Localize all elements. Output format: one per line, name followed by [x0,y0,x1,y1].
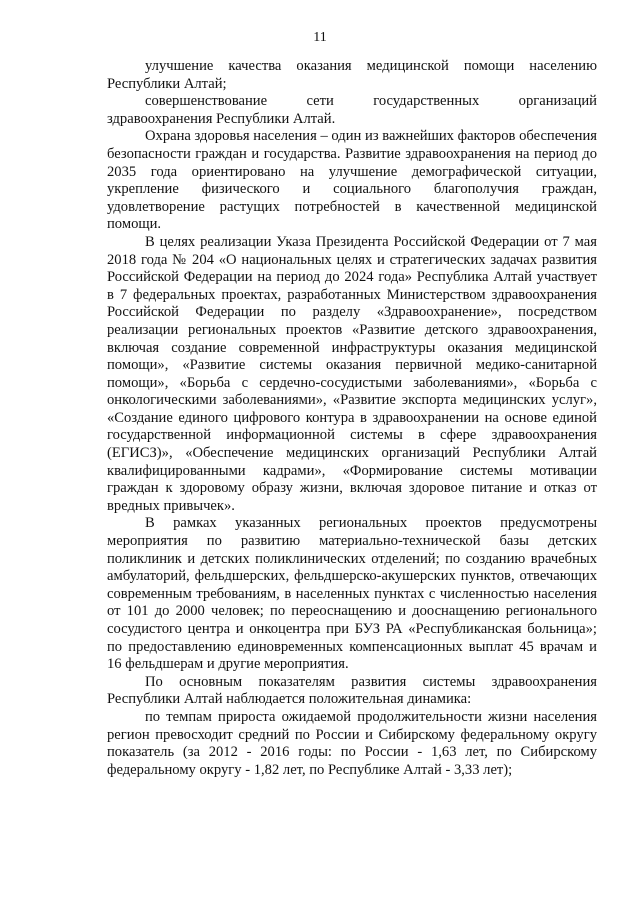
paragraph: улучшение качества оказания медицинской помощи населению Республики Алтай; [107,58,597,92]
paragraph: совершенствование сети государственных организаций здравоохранения Республики Алтай. [107,93,597,127]
paragraph: В рамках указанных региональных проектов предусмотрены мероприятия по развитию материально-технической базы детских поликлиник и детских поликлинических отделений; по созданию врачебных амбулаторий, фельдшерских, фельдшерско-акушерских пунктов, отвечающих современным требованиям, в населенных пунктах с численностью населения от 101 до 2000 человек; по переоснащению и дооснащению регионального сосудистого центра и онкоцентра при БУЗ РА «Республиканская больница»; по предоставлению единовременных компенсационных выплат 45 врачам и 16 фельдшерам и другие мероприятия. [107,515,597,673]
paragraph: В целях реализации Указа Президента Российской Федерации от 7 мая 2018 года № 204 «О национальных целях и стратегических задачах развития Российской Федерации на период до 2024 года» Республика Алтай участвует в 7 федеральных проектах, разработанных Министерством здравоохранения Российской Федерации по разделу «Здравоохранение», посредством реализации региональных проектов «Развитие детского здравоохранения, включая создание современной инфраструктуры оказания медицинской помощи», «Развитие системы оказания первичной медико-санитарной помощи», «Борьба с сердечно-сосудистыми заболеваниями», «Борьба с онкологическими заболеваниями», «Развитие экспорта медицинских услуг», «Создание единого цифрового контура в здравоохранении на основе единой государственной информационной системы в сфере здравоохранения (ЕГИСЗ)», «Обеспечение медицинских организаций Республики Алтай квалифицированными кадрами», «Формирование системы мотивации граждан к здоровому образу жизни, включая здоровое питание и отказ от вредных привычек». [107,233,597,514]
paragraph: По основным показателям развития системы здравоохранения Республики Алтай наблюдается положительная динамика: [107,673,597,708]
body-text [107,58,597,779]
paragraph: по темпам прироста ожидаемой продолжительности жизни населения регион превосходит средний по России и Сибирскому федеральному округу показатель (за 2012 - 2016 годы: по России - 1,63 лет, по Сибирскому федеральному округу - 1,82 лет, по Республике Алтай - 3,33 лет); [107,708,597,778]
page-number: 11 [313,30,327,45]
paragraph: Охрана здоровья населения – один из важнейших факторов обеспечения безопасности граждан и государства. Развитие здравоохранения на период до 2035 года ориентировано на улучшение демографической ситуации, укрепление физического и социального благополучия граждан, удовлетворение растущих потребностей в качественной медицинской помощи. [107,128,597,233]
